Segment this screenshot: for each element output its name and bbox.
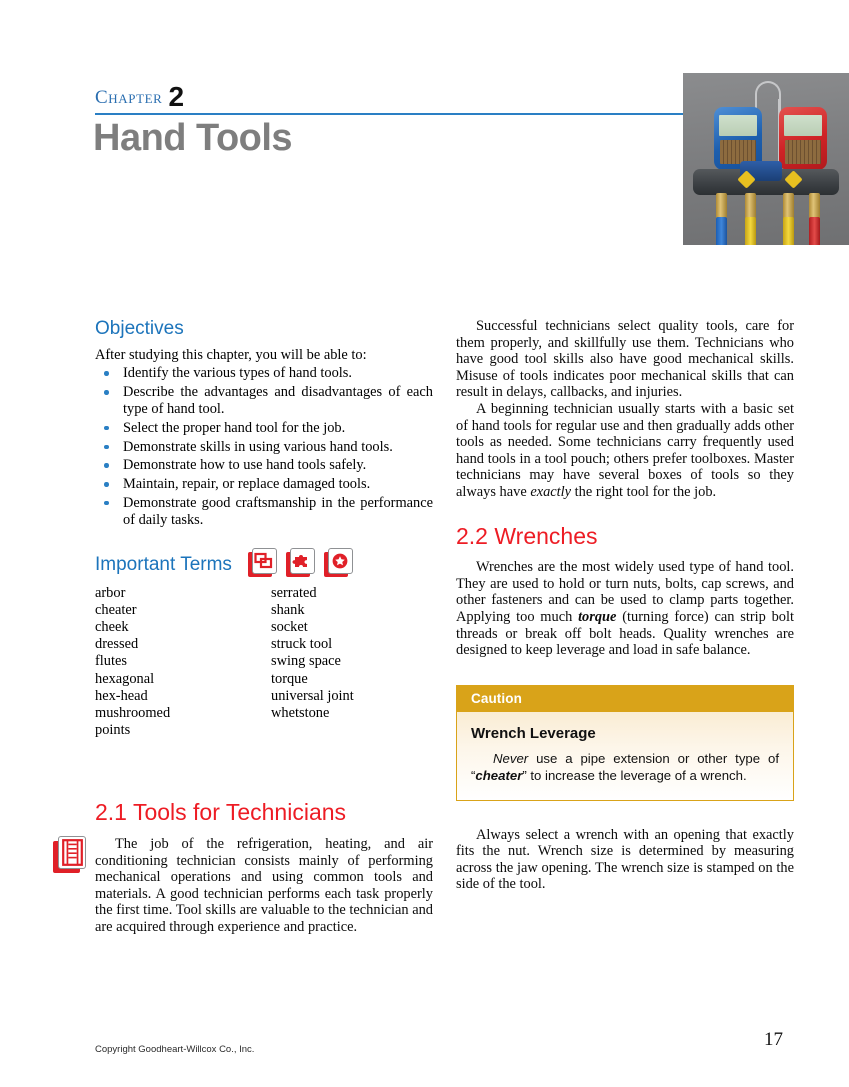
card-front <box>290 548 315 574</box>
brass-fitting-3 <box>783 193 794 219</box>
puzzle-piece-glyph <box>292 551 312 571</box>
caution-bar-label: Caution <box>457 686 793 712</box>
caution-body <box>457 712 793 800</box>
term-item: serrated <box>271 584 317 601</box>
bullet-icon <box>104 426 109 431</box>
star-badge-icon[interactable] <box>324 548 354 578</box>
yellow-hose-right <box>783 217 794 245</box>
term-item: mushroomed <box>95 704 171 721</box>
yellow-hose-left <box>745 217 756 245</box>
term-item: struck tool <box>271 636 333 653</box>
list-item <box>95 420 433 437</box>
puzzle-piece-icon[interactable] <box>286 548 316 578</box>
objective-text: Demonstrate skills in using various hand tools. <box>123 438 393 455</box>
term-item: arbor <box>95 584 126 601</box>
section-2-1-heading: 2.1 Tools for Technicians <box>95 799 347 826</box>
terms-column-1 <box>95 585 271 740</box>
term-item: cheek <box>95 618 129 635</box>
intro-paragraph-2 <box>456 401 794 501</box>
slideshow-icon[interactable] <box>248 548 278 578</box>
card-front <box>252 548 277 574</box>
brass-fitting-4 <box>809 193 820 219</box>
section-2-1-paragraph: The job of the refrigeration, heating, and air conditioning technician consists mainly of performing mechanical operations and using common tools and materials. A good technician performs each task properly the first time. Tool skills are valuable to the technician and are acquired through experience and practice. <box>95 835 433 935</box>
film-strip-icon[interactable] <box>53 836 87 874</box>
page-title: Hand Tools <box>93 117 293 159</box>
important-terms-heading: Important Terms <box>95 554 232 576</box>
red-gauge-lcd <box>784 115 822 136</box>
bullet-icon <box>104 445 109 450</box>
term-item: torque <box>271 670 308 687</box>
term-item: shank <box>271 601 305 618</box>
s22-part-a: Wrenches are the most widely used type of hand tool. They are used to hold or turn nuts, bolts, cap screws, and other fasteners and can be used to clamp parts together. Applying too much <box>456 559 794 625</box>
intro-p2-italic: exactly <box>530 483 572 500</box>
intro-paragraph-1: Successful technicians select quality tools, care for them properly, and skillfully use them. Technicians who have good tool skills also have good mechanical skills. Misuse of tools indicates poor mechanical skills that can result in delays, callbacks, and injuries. <box>456 318 794 401</box>
caution-text <box>471 750 779 785</box>
bullet-icon <box>104 501 109 506</box>
term-item: points <box>95 722 131 739</box>
term-item: swing space <box>271 653 341 670</box>
bullet-icon <box>104 463 109 468</box>
term-item: hexagonal <box>95 670 155 687</box>
star-badge-glyph <box>330 551 350 571</box>
list-item <box>95 495 433 529</box>
footer-copyright: Copyright Goodheart-Willcox Co., Inc. <box>95 1044 255 1055</box>
bullet-icon <box>104 371 109 376</box>
caution-part-c: ” to increase the leverage of a wrench. <box>522 768 747 784</box>
term-item: cheater <box>95 601 137 618</box>
list-item <box>95 365 433 382</box>
term-item: whetstone <box>271 704 330 721</box>
caution-part-b: use a pipe extension or other type of “ <box>471 750 779 784</box>
objectives-list <box>95 365 433 528</box>
section-2-2-heading: 2.2 Wrenches <box>456 522 598 549</box>
card-front <box>58 836 86 869</box>
brass-fitting-1 <box>716 193 727 219</box>
objectives-lead: After studying this chapter, you will be able to: <box>95 346 367 363</box>
slideshow-glyph <box>254 551 274 571</box>
objective-text: Demonstrate how to use hand tools safely. <box>123 457 367 474</box>
s22-part-b: (turning force) can strip bolt threads or break off bolt heads. Quality wrenches are designed to keep leverage and load in safe balance. <box>456 608 794 659</box>
brass-fitting-2 <box>745 193 756 219</box>
list-item <box>95 384 433 418</box>
caution-bold-cheater: cheater <box>475 768 523 784</box>
chapter-header <box>95 78 685 110</box>
blue-hose <box>716 217 727 245</box>
terms-column-2 <box>271 585 354 740</box>
important-terms-header <box>95 551 433 581</box>
blue-gauge-lcd <box>719 115 757 136</box>
list-item <box>95 439 433 456</box>
list-item <box>95 476 433 493</box>
objective-text: Identify the various types of hand tools. <box>123 365 353 382</box>
section-2-2-paragraph <box>456 559 794 659</box>
term-item: socket <box>271 618 308 635</box>
important-terms-columns <box>95 585 433 740</box>
red-hose <box>809 217 820 245</box>
objectives-heading: Objectives <box>95 318 184 339</box>
caution-italic-never: Never <box>493 750 529 766</box>
bullet-icon <box>104 482 109 487</box>
intro-p2-part-a: A beginning technician usually starts with a basic set of hand tools for regular use and then gradually adds other tools as needed. Some technicians carry frequently used hand tools in a tool pouch; others prefer toolboxes. Master technicians may have several boxes of tools so they always have <box>456 400 794 500</box>
caution-box <box>456 685 794 801</box>
film-strip-glyph <box>62 839 83 866</box>
left-column <box>95 318 433 936</box>
red-gauge <box>779 107 827 170</box>
right-column <box>456 318 794 893</box>
section-2-2-closing-paragraph: Always select a wrench with an opening that exactly fits the nut. Wrench size is determined by measuring across the jaw opening. The wrench size is stamped on the side of the tool. <box>456 826 794 893</box>
important-terms-icon-group <box>248 548 354 578</box>
objective-text: Demonstrate good craftsmanship in the performance of daily tasks. <box>123 494 433 528</box>
term-item: universal joint <box>271 687 354 704</box>
page-number: 17 <box>764 1029 783 1050</box>
objective-text: Describe the advantages and disadvantages of each type of hand tool. <box>123 384 433 417</box>
manifold-gauge-photo <box>683 73 849 245</box>
objective-text: Maintain, repair, or replace damaged tools. <box>123 476 371 493</box>
bullet-icon <box>104 390 109 395</box>
s22-italic-term: torque <box>578 608 617 625</box>
objective-text: Select the proper hand tool for the job. <box>123 419 346 436</box>
card-front <box>328 548 353 574</box>
term-item: hex-head <box>95 687 148 704</box>
intro-p2-part-b: the right tool for the job. <box>571 483 717 500</box>
section-2-1 <box>95 799 433 935</box>
list-item <box>95 457 433 474</box>
term-item: flutes <box>95 653 127 670</box>
chapter-number: 2 <box>168 81 185 112</box>
red-gauge-solar-panel <box>785 140 821 164</box>
term-item: dressed <box>95 636 139 653</box>
chapter-eyebrow-label: Chapter <box>95 87 163 108</box>
caution-title: Wrench Leverage <box>471 724 596 742</box>
